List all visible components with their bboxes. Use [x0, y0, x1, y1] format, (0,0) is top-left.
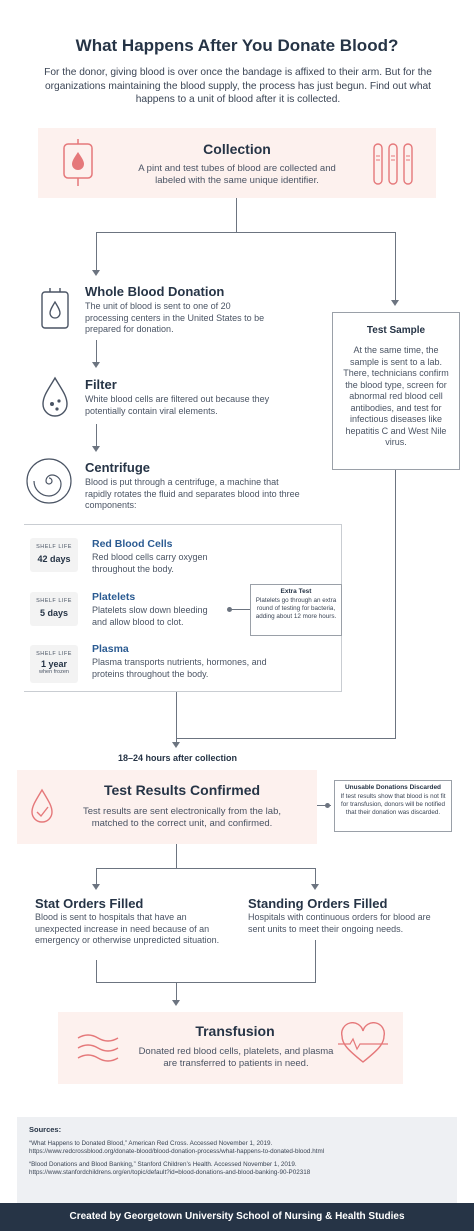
component-title: Plasma — [92, 643, 129, 655]
connector-dot — [325, 803, 330, 808]
credit-bar: Created by Georgetown University School of Nursing & Health Studies — [0, 1203, 474, 1231]
blood-bag-icon — [58, 138, 98, 188]
arrow-icon — [172, 742, 180, 748]
standing-text: Hospitals with continuous orders for blood are sent units to meet their ongoing needs. — [248, 912, 431, 934]
arrow-icon — [92, 884, 100, 890]
extra-test-text: Platelets go through an extra round of testing for bacteria, adding about 12 more hours. — [255, 597, 337, 620]
component-text: Platelets slow down bleeding and allow blood to clot. — [92, 605, 208, 627]
whole-blood-title: Whole Blood Donation — [85, 284, 225, 299]
arrow-icon — [311, 884, 319, 890]
transfusion-title: Transfusion — [195, 1023, 275, 1039]
connector — [176, 982, 177, 1002]
stat-title: Stat Orders Filled — [35, 896, 144, 911]
results-text: Test results are sent electronically from the lab, matched to the correct unit, and confirmed. — [82, 806, 281, 829]
connector — [395, 470, 396, 738]
arrow-icon — [172, 1000, 180, 1006]
drop-check-icon — [28, 788, 56, 824]
connector — [96, 424, 97, 448]
arrow-icon — [391, 300, 399, 306]
shelf-life-badge — [30, 538, 78, 572]
shelf-life-value: 42 days — [37, 554, 71, 564]
source-url[interactable]: https://www.redcrossblood.org/donate-blood/blood-donation-process/what-happens-to-donated-blood.html — [29, 1148, 325, 1155]
standing-title: Standing Orders Filled — [248, 896, 388, 911]
shelf-life-value: 5 days — [39, 608, 69, 618]
arrow-icon — [92, 270, 100, 276]
wait-label: 18–24 hours after collection — [117, 753, 238, 763]
discarded-title: Unusable Donations Discarded — [344, 784, 442, 791]
component-title: Red Blood Cells — [92, 538, 173, 550]
whole-blood-text: The unit of blood is sent to one of 20 processing centers in the United States to be prepared for donation. — [85, 301, 265, 334]
connector — [96, 340, 97, 364]
shelf-life-label: SHELF LIFE — [36, 651, 72, 657]
connector — [96, 232, 396, 233]
connector — [96, 960, 97, 982]
filter-text: White blood cells are filtered out because they potentially contain viral elements. — [85, 394, 270, 416]
centrifuge-title: Centrifuge — [85, 460, 150, 475]
centrifuge-text: Blood is put through a centrifuge, a machine that rapidly rotates the fluid and separates blood into three components: — [85, 477, 300, 510]
connector — [395, 232, 396, 302]
connector — [176, 738, 396, 739]
centrifuge-spiral-icon — [24, 456, 74, 506]
shelf-life-badge — [30, 645, 78, 683]
wave-lines-icon — [76, 1030, 120, 1066]
blood-packet-icon — [38, 286, 72, 332]
shelf-life-sub: when frozen — [39, 669, 69, 675]
connector — [176, 844, 177, 868]
transfusion-text: Donated red blood cells, platelets, and plasma are transferred to patients in need. — [138, 1046, 334, 1069]
source-citation: “Blood Donations and Blood Banking,” Stanford Children’s Health. Accessed November 1, 2019. — [29, 1161, 297, 1168]
connector — [96, 868, 316, 869]
sources-box — [17, 1117, 457, 1203]
discarded-text: If test results show that blood is not fit for transfusion, donors will be notified that their donation was discarded. — [340, 793, 446, 816]
source-item — [29, 1161, 445, 1177]
intro-text: For the donor, giving blood is over once the bandage is affixed to their arm. But for the organizations maintaining the blood supply, the process has just begun. Find out what happens to a unit of blood after it is collected. — [44, 67, 432, 105]
page-title: What Happens After You Donate Blood? — [75, 36, 399, 55]
component-title: Platelets — [92, 591, 136, 603]
shelf-life-value: 1 year — [40, 659, 68, 669]
filter-title: Filter — [85, 377, 117, 392]
extra-test-title: Extra Test — [280, 588, 312, 595]
test-sample-title: Test Sample — [366, 325, 426, 336]
filter-drop-icon — [38, 374, 72, 420]
collection-title: Collection — [203, 141, 271, 157]
arrow-icon — [92, 362, 100, 368]
shelf-life-label: SHELF LIFE — [36, 598, 72, 604]
component-text: Plasma transports nutrients, hormones, and proteins throughout the body. — [92, 657, 267, 679]
connector — [236, 198, 237, 232]
connector — [230, 609, 250, 610]
discarded-note — [334, 780, 452, 832]
test-tubes-icon — [372, 140, 414, 188]
collection-text: A pint and test tubes of blood are collected and labeled with the same unique identifier. — [138, 163, 336, 186]
stat-text: Blood is sent to hospitals that have an unexpected increase in need because of an emergency or otherwise unpredicted situation. — [35, 912, 220, 945]
bracket-edge — [24, 524, 34, 525]
sources-title: Sources: — [29, 1125, 62, 1134]
shelf-life-label: SHELF LIFE — [36, 544, 72, 550]
connector — [315, 940, 316, 982]
connector — [96, 232, 97, 272]
extra-test-note — [250, 584, 342, 636]
source-citation: “What Happens to Donated Blood,” American Red Cross. Accessed November 1, 2019. — [29, 1140, 273, 1147]
shelf-life-badge — [30, 592, 78, 626]
source-url[interactable]: https://www.stanfordchildrens.org/en/topic/default?id=blood-donations-and-blood-banking-90-P02318 — [29, 1169, 311, 1176]
arrow-icon — [92, 446, 100, 452]
test-sample-text: At the same time, the sample is sent to a lab. There, technicians confirm the blood type, screen for abnormal red blood cell antibodies, and test for infectious diseases like hepatitis C and West Nile virus. — [343, 345, 449, 447]
heartbeat-heart-icon — [338, 1022, 388, 1066]
source-item — [29, 1140, 445, 1156]
connector — [176, 692, 177, 744]
results-title: Test Results Confirmed — [103, 782, 261, 798]
component-text: Red blood cells carry oxygen throughout the body. — [92, 552, 208, 574]
connector — [96, 982, 316, 983]
